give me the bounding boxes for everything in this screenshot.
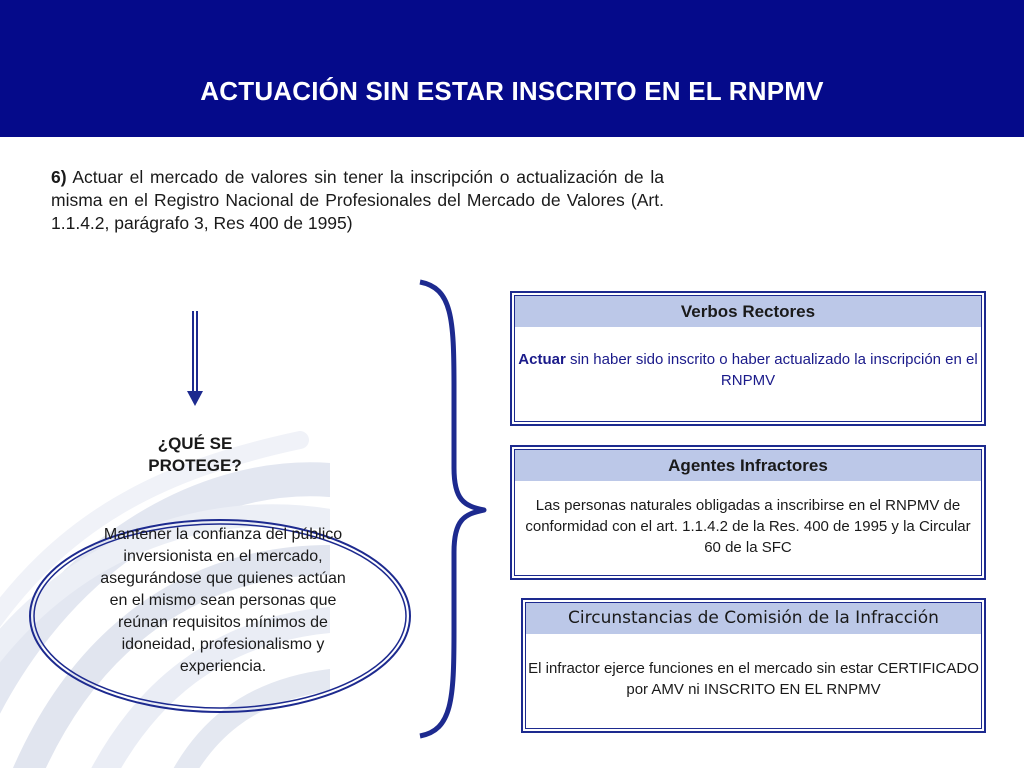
box-body: Las personas naturales obligadas a inscribirse en el RNPMV de conformidad con el art. 1.1.4.2 de la Res. 400 de 1995 y la Circular 60 de la SFC: [525, 497, 971, 556]
box-lead: Actuar: [518, 351, 566, 368]
page-title: ACTUACIÓN SIN ESTAR INSCRITO EN EL RNPMV: [200, 76, 824, 106]
box-body: [515, 349, 981, 391]
protect-answer: Mantener la confianza del público inversionista en el mercado, asegurándose que quienes actúan en el mismo sean personas que reúnan requisitos mínimos de idoneidad, profesionalismo y experiencia.: [100, 526, 346, 675]
box-text: sin haber sido inscrito o haber actualizado la inscripción en el RNPMV: [565, 351, 978, 389]
verbos-rectores-box: [510, 291, 986, 426]
down-arrow-icon: [186, 311, 204, 407]
brace-icon: [412, 278, 492, 740]
agentes-infractores-box: [510, 445, 986, 580]
protect-question: ¿QUÉ SE PROTEGE?: [148, 434, 242, 475]
intro-text: Actuar el mercado de valores sin tener la inscripción o actualización de la misma en el Registro Nacional de Profesionales del Mercado de Valores (Art. 1.1.4.2, parágrafo 3, Res 400 de 1995): [51, 167, 664, 233]
box-body: El infractor ejerce funciones en el mercado sin estar CERTIFICADO por AMV ni INSCRITO EN EL RNPMV: [528, 660, 979, 698]
box-title: Verbos Rectores: [515, 296, 981, 327]
item-number: 6): [51, 167, 67, 187]
box-title: Agentes Infractores: [515, 450, 981, 481]
box-title: Circunstancias de Comisión de la Infracción: [526, 603, 981, 634]
title-bar: [0, 0, 1024, 137]
intro-paragraph: [51, 166, 664, 235]
circunstancias-box: [521, 598, 986, 733]
